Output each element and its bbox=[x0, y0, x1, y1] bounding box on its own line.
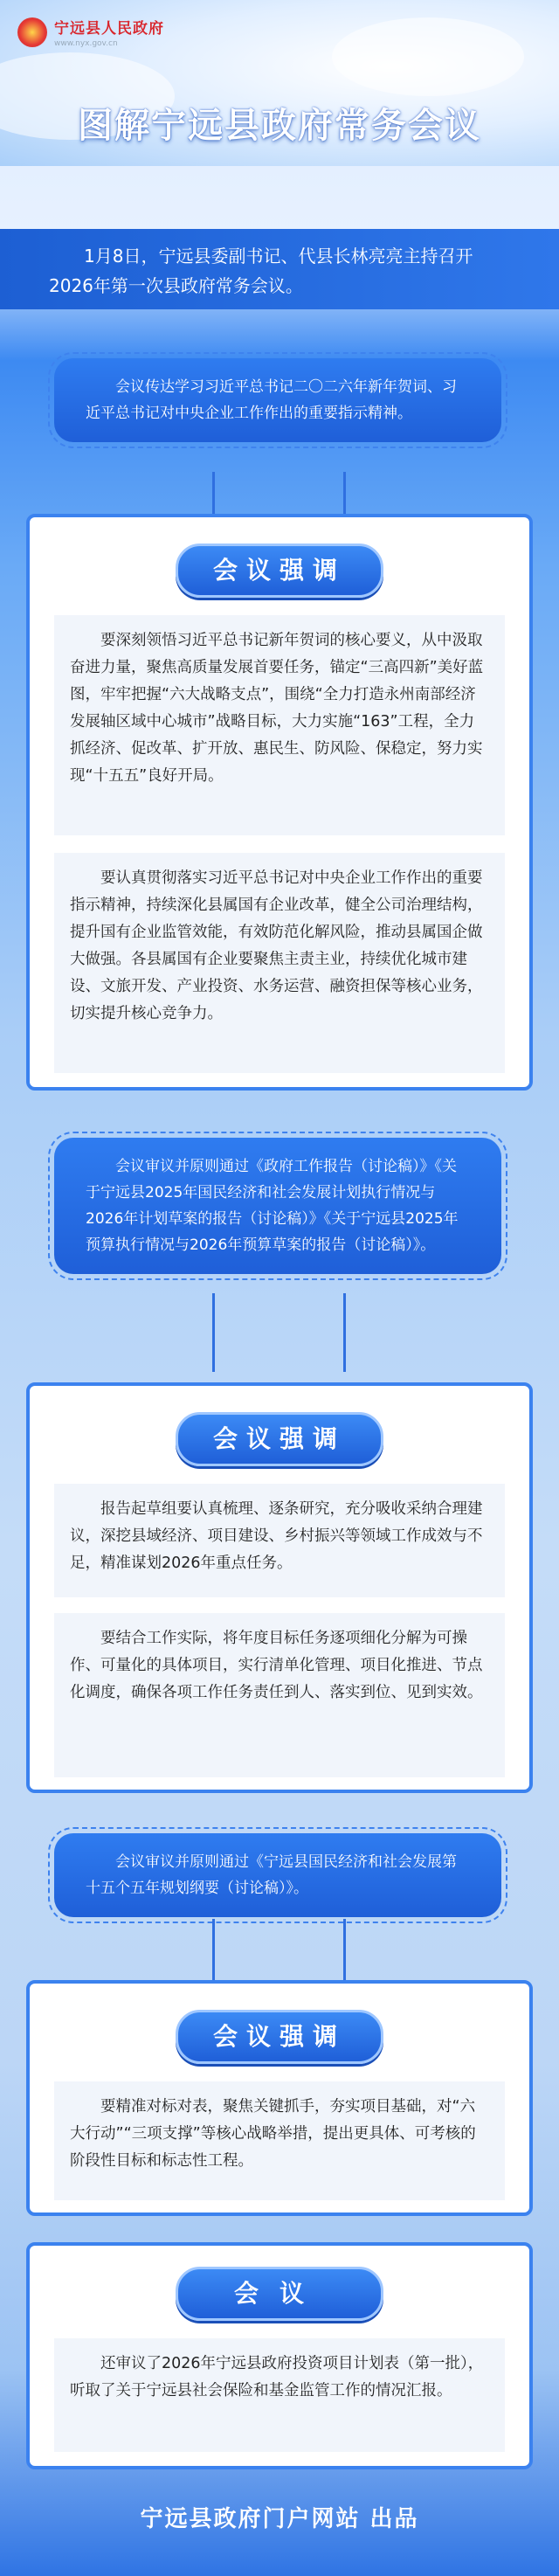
section-2-badge: 会议强调 bbox=[176, 1412, 383, 1466]
section-2-summary: 会议审议并原则通过《政府工作报告（讨论稿）》《关于宁远县2025年国民经济和社会发展计划执行情况与2026年计划草案的报告（讨论稿）》《关于宁远县2025年预算执行情况与2026年预算草案的报告（讨论稿）》。 bbox=[54, 1138, 501, 1274]
section-4-card bbox=[26, 2242, 533, 2469]
section-1-summary: 会议传达学习习近平总书记二〇二六年新年贺词、习近平总书记对中央企业工作作出的重要指示精神。 bbox=[54, 358, 501, 442]
cloud-decoration bbox=[332, 17, 524, 96]
connector-line bbox=[343, 1293, 346, 1372]
connector-line bbox=[343, 1919, 346, 1989]
section-2-paragraph-1: 报告起草组要认真梳理、逐条研究，充分吸收采纳合理建议，深挖县域经济、项目建设、乡村振兴等领域工作成效与不足，精准谋划2026年重点任务。 bbox=[54, 1484, 505, 1597]
connector-line bbox=[212, 1919, 215, 1989]
section-1-badge: 会议强调 bbox=[176, 544, 383, 598]
site-name: 宁远县人民政府 bbox=[54, 20, 164, 38]
national-emblem-icon bbox=[17, 17, 47, 47]
section-4-badge: 会议 bbox=[176, 2267, 383, 2321]
intro-banner bbox=[0, 229, 559, 309]
section-3-summary: 会议审议并原则通过《宁远县国民经济和社会发展第十五个五年规划纲要（讨论稿）》。 bbox=[54, 1833, 501, 1917]
section-4-paragraph-1: 还审议了2026年宁远县政府投资项目计划表（第一批），听取了关于宁远县社会保险和基金监管工作的情况汇报。 bbox=[54, 2338, 505, 2452]
page-title: 图解宁远县政府常务会议 bbox=[78, 106, 481, 146]
site-logo[interactable] bbox=[17, 16, 164, 48]
section-3-card bbox=[26, 1980, 533, 2216]
intro-text: 1月8日，宁远县委副书记、代县长林亮亮主持召开2026年第一次县政府常务会议。 bbox=[49, 246, 473, 296]
section-1-card bbox=[26, 514, 533, 1091]
section-2-card bbox=[26, 1382, 533, 1793]
section-1-paragraph-1: 要深刻领悟习近平总书记新年贺词的核心要义，从中汲取奋进力量，聚焦高质量发展首要任务，锚定“三高四新”美好蓝图，牢牢把握“六大战略支点”，围绕“全力打造永州南部经济发展轴区域中心城市”战略目标，大力实施“163”工程，全力抓经济、促改革、扩开放、惠民生、防风险、保稳定，努力实现“十五五”良好开局。 bbox=[54, 615, 505, 835]
section-3-badge: 会议强调 bbox=[176, 2010, 383, 2064]
section-2-paragraph-2: 要结合工作实际，将年度目标任务逐项细化分解为可操作、可量化的具体项目，实行清单化管理、项目化推进、节点化调度，确保各项工作任务责任到人、落实到位、见到实效。 bbox=[54, 1613, 505, 1777]
section-3-paragraph-1: 要精准对标对表，聚焦关键抓手，夯实项目基础，对“六大行动”“三项支撑”等核心战略举措，提出更具体、可考核的阶段性目标和标志性工程。 bbox=[54, 2081, 505, 2200]
site-url: www.nyx.gov.cn bbox=[54, 39, 118, 48]
connector-line bbox=[212, 1293, 215, 1372]
footer-credit: 宁远县政府门户网站 出品 bbox=[140, 2506, 419, 2532]
section-1-paragraph-2: 要认真贯彻落实习近平总书记对中央企业工作作出的重要指示精神，持续深化县属国有企业改革，健全公司治理结构，提升国有企业监管效能，有效防范化解风险，推动县属国企做大做强。各县属国有企业要聚焦主责主业，持续优化城市建设、文旅开发、产业投资、水务运营、融资担保等核心业务，切实提升核心竞争力。 bbox=[54, 853, 505, 1073]
